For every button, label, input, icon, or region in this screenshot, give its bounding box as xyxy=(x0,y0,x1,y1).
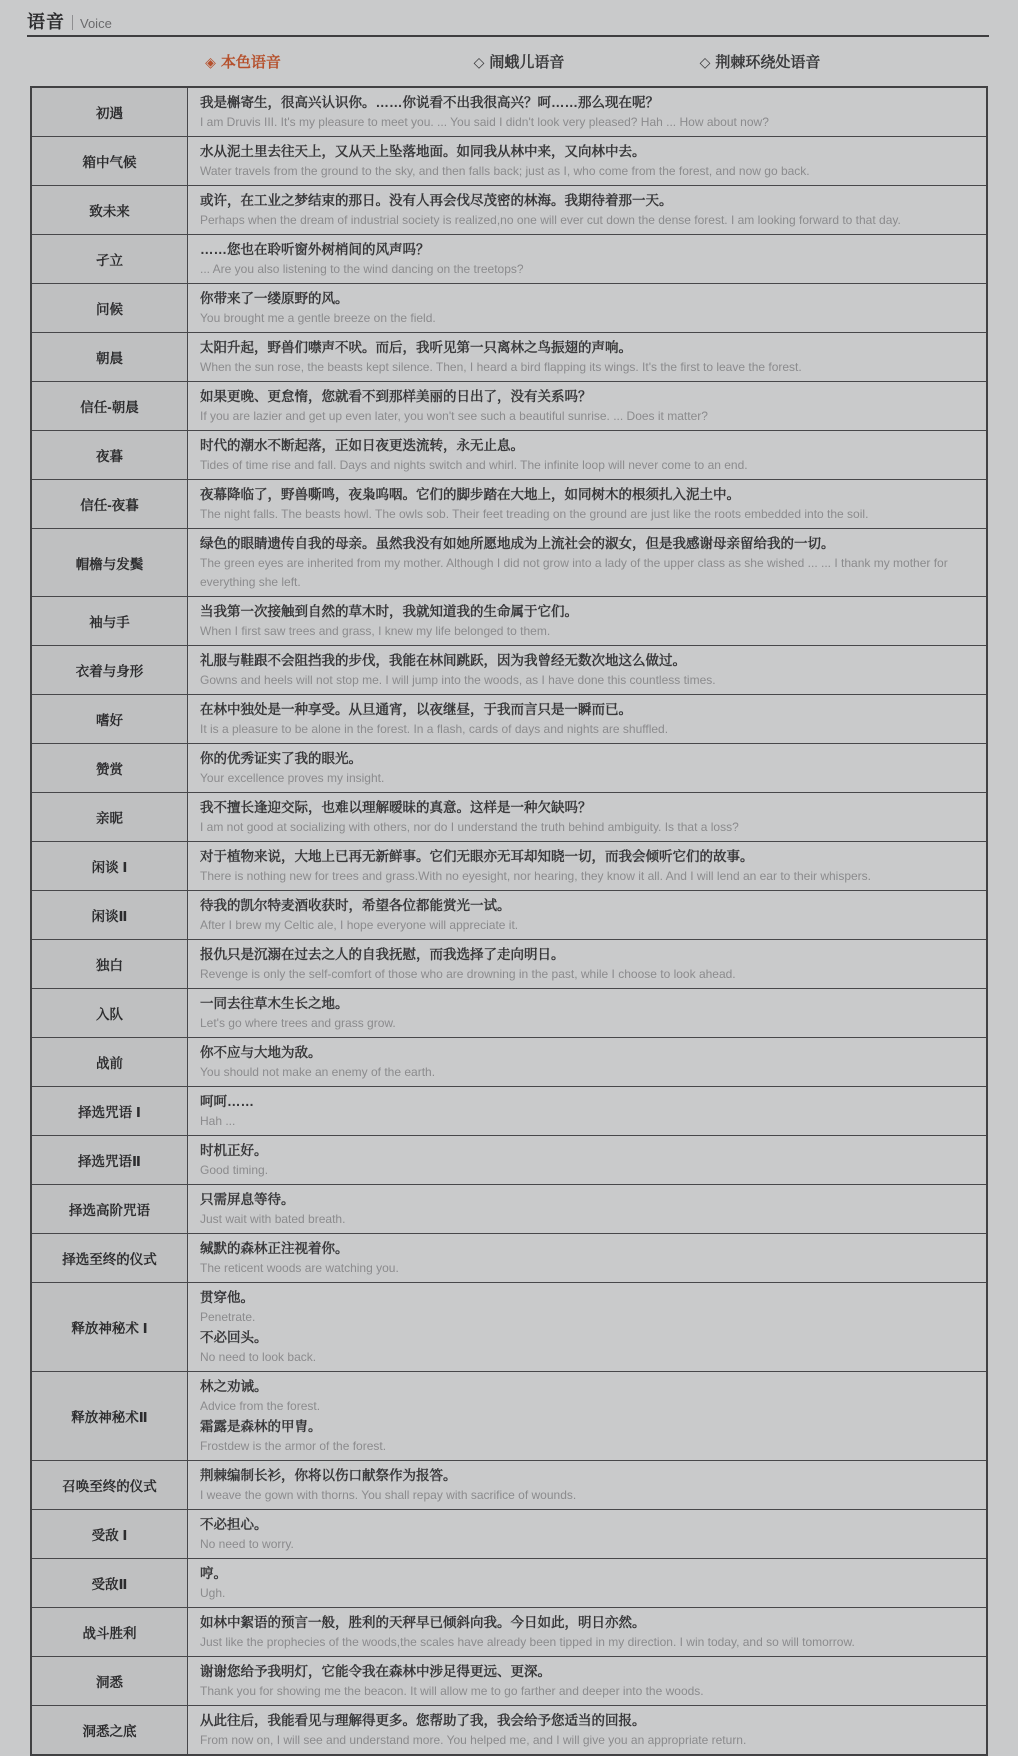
voice-row xyxy=(31,333,987,382)
voice-line-zh: 礼服与鞋跟不会阻挡我的步伐，我能在林间跳跃，因为我曾经无数次地这么做过。 xyxy=(200,653,686,668)
voice-line-en: ... Are you also listening to the wind dancing on the treetops? xyxy=(200,262,524,276)
voice-line-zh: 在林中独处是一种享受。从旦通宵，以夜继昼，于我而言只是一瞬而已。 xyxy=(200,702,632,717)
voice-row xyxy=(31,480,987,529)
page-title-en: Voice xyxy=(80,16,112,31)
voice-line-en: Ugh. xyxy=(200,1586,226,1600)
voice-row-label: 洞悉之底 xyxy=(31,1706,188,1756)
voice-row-content xyxy=(188,480,988,529)
voice-line-en: The reticent woods are watching you. xyxy=(200,1261,399,1275)
voice-row-content xyxy=(188,1706,988,1756)
voice-line-en: No need to look back. xyxy=(200,1350,317,1364)
voice-line-zh: 林之劝诫。 xyxy=(200,1379,268,1394)
voice-row xyxy=(31,137,987,186)
voice-line-en: Gowns and heels will not stop me. I will jump into the woods, as I have done this countless times. xyxy=(200,673,716,687)
voice-line-en: If you are lazier and get up even later, you won't see such a beautiful sunrise. ... Does it matter? xyxy=(200,409,708,423)
voice-row xyxy=(31,1461,987,1510)
voice-row-label: 受敌 Ⅰ xyxy=(31,1510,188,1559)
voice-line-en: No need to worry. xyxy=(200,1537,294,1551)
voice-row xyxy=(31,431,987,480)
voice-row xyxy=(31,1608,987,1657)
voice-line-zh: 夜幕降临了，野兽嘶鸣，夜枭呜咽。它们的脚步踏在大地上，如同树木的根须扎入泥土中。 xyxy=(200,487,740,502)
voice-row xyxy=(31,1283,987,1372)
voice-row-label: 信任-夜暮 xyxy=(31,480,188,529)
voice-row-content xyxy=(188,1087,988,1136)
voice-line-en: You brought me a gentle breeze on the field. xyxy=(200,311,436,325)
voice-row-label: 箱中气候 xyxy=(31,137,188,186)
voice-row-label: 问候 xyxy=(31,284,188,333)
voice-line-zh: 不必担心。 xyxy=(200,1517,268,1532)
voice-row-label: 帽檐与发鬓 xyxy=(31,529,188,597)
voice-line-en: The green eyes are inherited from my mother. Although I did not grow into a lady of the upper class as she wished ... ... I thank my mother for everything she left. xyxy=(200,556,948,589)
diamond-filled-icon: ◈ xyxy=(205,54,216,70)
voice-line-en: I am Druvis III. It's my pleasure to meet you. ... You said I didn't look very pleased? Hah ... How about now? xyxy=(200,115,769,129)
voice-line-zh: 只需屏息等待。 xyxy=(200,1192,295,1207)
voice-line-en: The night falls. The beasts howl. The owls sob. Their feet treading on the ground are just like the roots embedded into the soil. xyxy=(200,507,869,521)
voice-row xyxy=(31,1185,987,1234)
voice-row xyxy=(31,235,987,284)
voice-row xyxy=(31,1038,987,1087)
voice-row-label: 初遇 xyxy=(31,87,188,137)
page-header xyxy=(0,0,1018,32)
voice-row-content xyxy=(188,940,988,989)
voice-line-en: When the sun rose, the beasts kept silence. Then, I heard a bird flapping its wings. It's the first to leave the forest. xyxy=(200,360,802,374)
voice-line-en: Just wait with bated breath. xyxy=(200,1212,346,1226)
voice-row-content xyxy=(188,695,988,744)
tab-native-voice[interactable] xyxy=(205,51,281,72)
voice-line-zh: 呵呵…… xyxy=(200,1094,254,1109)
voice-row-label: 择选高阶咒语 xyxy=(31,1185,188,1234)
voice-row-label: 释放神秘术 Ⅰ xyxy=(31,1283,188,1372)
voice-row xyxy=(31,646,987,695)
voice-line-zh: 谢谢您给予我明灯，它能令我在森林中涉足得更远、更深。 xyxy=(200,1664,551,1679)
voice-row-content xyxy=(188,793,988,842)
voice-row-label: 朝晨 xyxy=(31,333,188,382)
voice-row-content xyxy=(188,235,988,284)
voice-line-zh: 时代的潮水不断起落，正如日夜更迭流转，永无止息。 xyxy=(200,438,524,453)
voice-line-en: Frostdew is the armor of the forest. xyxy=(200,1439,387,1453)
voice-line-zh: 贯穿他。 xyxy=(200,1290,254,1305)
voice-row xyxy=(31,1657,987,1706)
voice-row-label: 择选至终的仪式 xyxy=(31,1234,188,1283)
voice-row xyxy=(31,186,987,235)
voice-row-content xyxy=(188,137,988,186)
voice-line-zh: 哼。 xyxy=(200,1566,227,1581)
voice-row-label: 衣着与身形 xyxy=(31,646,188,695)
voice-row xyxy=(31,1372,987,1461)
voice-line-en: Hah ... xyxy=(200,1114,236,1128)
diamond-hollow-icon: ◇ xyxy=(699,54,711,70)
voice-line-zh: 如果更晚、更怠惰，您就看不到那样美丽的日出了，没有关系吗？ xyxy=(200,389,592,404)
voice-row-content xyxy=(188,842,988,891)
voice-row-label: 赞赏 xyxy=(31,744,188,793)
voice-line-zh: 当我第一次接触到自然的草木时，我就知道我的生命属于它们。 xyxy=(200,604,578,619)
voice-line-en: Revenge is only the self-comfort of those who are drowning in the past, while I choose to look ahead. xyxy=(200,967,736,981)
voice-row-label: 夜暮 xyxy=(31,431,188,480)
voice-line-en: Water travels from the ground to the sky, and then falls back; just as I, who come from the forest, and now go back. xyxy=(200,164,810,178)
voice-line-zh: 水从泥土里去往天上，又从天上坠落地面。如同我从林中来，又向林中去。 xyxy=(200,144,646,159)
header-rule xyxy=(27,35,989,37)
voice-tabs xyxy=(0,51,1018,71)
voice-row-label: 信任-朝晨 xyxy=(31,382,188,431)
voice-row-content xyxy=(188,1283,988,1372)
voice-row-label: 入队 xyxy=(31,989,188,1038)
voice-row-content xyxy=(188,284,988,333)
voice-line-zh: 你不应与大地为敌。 xyxy=(200,1045,322,1060)
voice-line-en: Let's go where trees and grass grow. xyxy=(200,1016,396,1030)
voice-row-label: 受敌Ⅱ xyxy=(31,1559,188,1608)
tab-label: 闹蛾儿语音 xyxy=(489,54,565,71)
voice-row-label: 择选咒语Ⅱ xyxy=(31,1136,188,1185)
voice-line-zh: 你的优秀证实了我的眼光。 xyxy=(200,751,362,766)
voice-row-content xyxy=(188,333,988,382)
voice-row xyxy=(31,1087,987,1136)
tab-naoer-skin-voice[interactable] xyxy=(474,51,565,72)
voice-row xyxy=(31,744,987,793)
voice-row xyxy=(31,529,987,597)
voice-line-en: There is nothing new for trees and grass.With no eyesight, nor hearing, they know it all. And I will lend an ear to their whispers. xyxy=(200,869,872,883)
voice-line-en: Tides of time rise and fall. Days and nights switch and whirl. The infinite loop will never come to an end. xyxy=(200,458,748,472)
voice-row-content xyxy=(188,186,988,235)
voice-line-en: Advice from the forest. xyxy=(200,1399,321,1413)
voice-row-content xyxy=(188,597,988,646)
voice-line-en: From now on, I will see and understand more. You helped me, and I will give you an appropriate return. xyxy=(200,1733,747,1747)
voice-line-zh: 太阳升起，野兽们噤声不吠。而后，我听见第一只离林之鸟振翅的声响。 xyxy=(200,340,632,355)
voice-row xyxy=(31,284,987,333)
voice-row-content xyxy=(188,1608,988,1657)
voice-row xyxy=(31,597,987,646)
voice-row-label: 嗜好 xyxy=(31,695,188,744)
voice-row xyxy=(31,1234,987,1283)
voice-row-content xyxy=(188,1510,988,1559)
voice-line-zh: 我不擅长逢迎交际，也难以理解暧昧的真意。这样是一种欠缺吗？ xyxy=(200,800,592,815)
voice-row-content xyxy=(188,891,988,940)
voice-row xyxy=(31,842,987,891)
voice-row-content xyxy=(188,1136,988,1185)
voice-line-zh: 你带来了一缕原野的风。 xyxy=(200,291,349,306)
voice-row xyxy=(31,793,987,842)
tab-label: 本色语音 xyxy=(220,54,281,71)
voice-row-label: 战斗胜利 xyxy=(31,1608,188,1657)
voice-line-en: I weave the gown with thorns. You shall repay with sacrifice of wounds. xyxy=(200,1488,577,1502)
voice-row-label: 洞悉 xyxy=(31,1657,188,1706)
voice-row-label: 择选咒语 Ⅰ xyxy=(31,1087,188,1136)
voice-row-label: 召唤至终的仪式 xyxy=(31,1461,188,1510)
voice-row-label: 释放神秘术Ⅱ xyxy=(31,1372,188,1461)
voice-row xyxy=(31,1559,987,1608)
voice-line-en: Thank you for showing me the beacon. It will allow me to go farther and deeper into the woods. xyxy=(200,1684,704,1698)
voice-row-content xyxy=(188,1185,988,1234)
voice-row-content xyxy=(188,1657,988,1706)
voice-row-label: 致未来 xyxy=(31,186,188,235)
voice-line-zh: 或许，在工业之梦结束的那日。没有人再会伐尽茂密的林海。我期待着那一天。 xyxy=(200,193,673,208)
voice-line-en: Just like the prophecies of the woods,the scales have already been tipped in my direction. I win today, and so will tomorrow. xyxy=(200,1635,855,1649)
voice-line-en: Good timing. xyxy=(200,1163,269,1177)
page-title: 语音 xyxy=(27,12,65,32)
voice-row xyxy=(31,891,987,940)
voice-row xyxy=(31,989,987,1038)
voice-line-en: It is a pleasure to be alone in the forest. In a flash, cards of days and nights are shuffled. xyxy=(200,722,669,736)
voice-row-content xyxy=(188,1461,988,1510)
voice-row-label: 袖与手 xyxy=(31,597,188,646)
voice-line-zh: 报仇只是沉溺在过去之人的自我抚慰，而我选择了走向明日。 xyxy=(200,947,565,962)
voice-row-content xyxy=(188,431,988,480)
voice-row xyxy=(31,695,987,744)
voice-row xyxy=(31,1136,987,1185)
diamond-hollow-icon: ◇ xyxy=(473,54,485,70)
voice-row xyxy=(31,940,987,989)
voice-row-content xyxy=(188,1559,988,1608)
voice-line-zh: 荆棘编制长衫，你将以伤口献祭作为报答。 xyxy=(200,1468,457,1483)
voice-line-en: Penetrate. xyxy=(200,1310,256,1324)
voice-row xyxy=(31,382,987,431)
voice-line-zh: 时机正好。 xyxy=(200,1143,268,1158)
voice-row-label: 战前 xyxy=(31,1038,188,1087)
voice-line-en: I am not good at socializing with others, nor do I understand the truth behind ambiguity. Is that a loss? xyxy=(200,820,739,834)
voice-line-zh: 对于植物来说，大地上已再无新鲜事。它们无眼亦无耳却知晓一切，而我会倾听它们的故事。 xyxy=(200,849,754,864)
voice-line-zh: 待我的凯尔特麦酒收获时，希望各位都能赏光一试。 xyxy=(200,898,511,913)
voice-row-content xyxy=(188,989,988,1038)
voice-line-en: Your excellence proves my insight. xyxy=(200,771,385,785)
voice-line-zh: 我是槲寄生，很高兴认识你。……你说看不出我很高兴？呵……那么现在呢？ xyxy=(200,95,659,110)
voice-line-en: After I brew my Celtic ale, I hope everyone will appreciate it. xyxy=(200,918,519,932)
voice-line-zh: 一同去往草木生长之地。 xyxy=(200,996,349,1011)
voice-line-zh: 绿色的眼睛遗传自我的母亲。虽然我没有如她所愿地成为上流社会的淑女，但是我感谢母亲留给我的一切。 xyxy=(200,536,835,551)
voice-line-en: When I first saw trees and grass, I knew my life belonged to them. xyxy=(200,624,551,638)
voice-line-en: Perhaps when the dream of industrial society is realized,no one will ever cut down the dense forest. I am looking forward to that day. xyxy=(200,213,901,227)
voice-row-content xyxy=(188,1234,988,1283)
voice-line-zh: 缄默的森林正注视着你。 xyxy=(200,1241,349,1256)
voice-line-zh: 不必回头。 xyxy=(200,1330,268,1345)
voice-table-body xyxy=(31,87,987,1755)
voice-row-content xyxy=(188,744,988,793)
voice-line-zh: 如林中絮语的预言一般，胜利的天秤早已倾斜向我。今日如此，明日亦然。 xyxy=(200,1615,646,1630)
voice-row-content xyxy=(188,1038,988,1087)
voice-row-label: 闲谈 Ⅰ xyxy=(31,842,188,891)
voice-row-content xyxy=(188,529,988,597)
voice-row-content xyxy=(188,1372,988,1461)
voice-row-content xyxy=(188,646,988,695)
voice-row-label: 闲谈Ⅱ xyxy=(31,891,188,940)
voice-table xyxy=(30,86,988,1756)
voice-line-zh: 霜露是森林的甲胄。 xyxy=(200,1419,322,1434)
voice-line-zh: ……您也在聆听窗外树梢间的风声吗？ xyxy=(200,242,430,257)
voice-row xyxy=(31,1706,987,1756)
voice-line-en: You should not make an enemy of the earth. xyxy=(200,1065,436,1079)
voice-row-label: 孑立 xyxy=(31,235,188,284)
voice-row-content xyxy=(188,382,988,431)
voice-row-label: 亲昵 xyxy=(31,793,188,842)
tab-label: 荆棘环绕处语音 xyxy=(715,54,821,71)
voice-row-label: 独白 xyxy=(31,940,188,989)
voice-row-content xyxy=(188,87,988,137)
title-divider xyxy=(72,15,73,30)
voice-line-zh: 从此往后，我能看见与理解得更多。您帮助了我，我会给予您适当的回报。 xyxy=(200,1713,646,1728)
tab-thorns-skin-voice[interactable] xyxy=(700,51,821,72)
voice-row xyxy=(31,1510,987,1559)
voice-row xyxy=(31,87,987,137)
